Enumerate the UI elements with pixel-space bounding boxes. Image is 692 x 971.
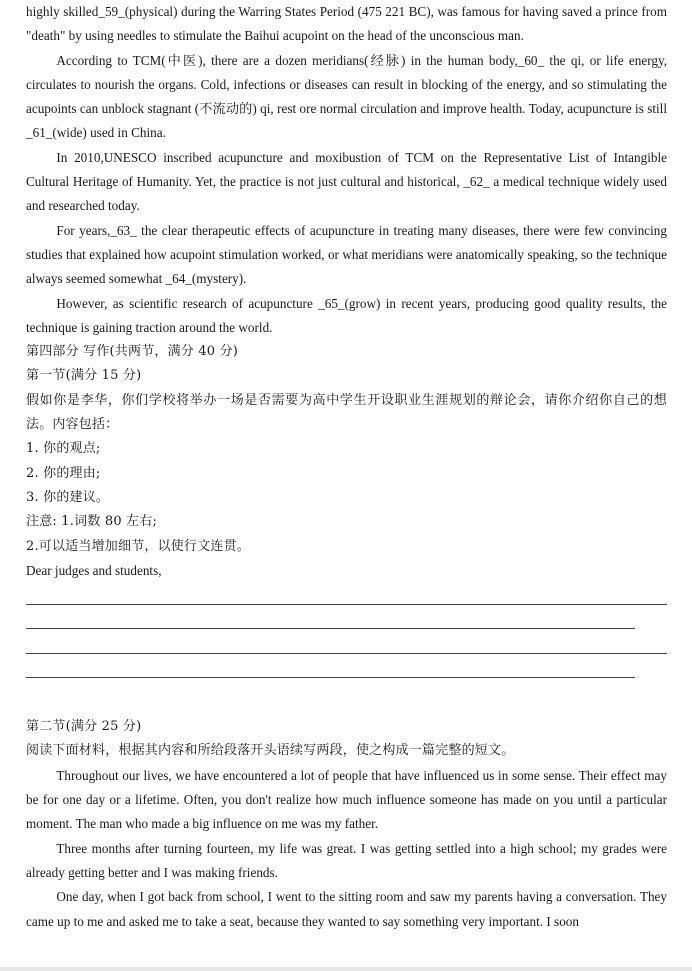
story-paragraph-3: One day, when I got back from school, I went to the sitting room and saw my parents having a conversation. They came up to me and asked me to take a seat, because they wanted to say something very important. I soon: [26, 889, 667, 929]
salutation: Dear judges and students,: [26, 562, 162, 578]
answer-line[interactable]: [26, 583, 667, 608]
answer-line[interactable]: [26, 608, 667, 633]
section2-title: 第二节(满分 25 分): [26, 719, 142, 735]
story-paragraph-2: Three months after turning fourteen, my life was great. I was getting settled into a high school; my grades were already getting better and I was making friends.: [26, 840, 667, 880]
section1-title: 第一节(满分 15 分): [26, 368, 142, 384]
note-details: 2.可以适当增加细节，以使行文连贯。: [26, 538, 251, 554]
passage-paragraph-5: However, as scientific research of acupuncture _65_(grow) in recent years, producing good quality results, the technique is gaining traction around the world.: [26, 295, 667, 335]
writing-prompt: 假如你是李华，你们学校将举办一场是否需要为高中学生开设职业生涯规划的辩论会，请你介绍你自己的想法。内容包括：: [26, 392, 667, 433]
page-bottom-edge: [0, 967, 692, 971]
content-point-1: 1. 你的观点;: [26, 441, 101, 457]
passage-paragraph-2: According to TCM(中医), there are a dozen meridians(经脉) in the human body,_60_ the qi, or life energy, circulates to nourish the organs. Cold, infections or diseases can result in blocking of the energy, and so stimulating the acupoints can unblock stagnant (不流动的) qi, rest ore normal circulation and improve health. Today, acupuncture is still _61_(wide) used in China.: [26, 52, 667, 141]
passage-paragraph-3: In 2010,UNESCO inscribed acupuncture and moxibustion of TCM on the Representative List of Intangible Cultural Heritage of Humanity. Yet, the practice is not just cultural and historical, _62_ a medical technique widely used and researched today.: [26, 149, 667, 214]
passage-paragraph-1: highly skilled_59_(physical) during the Warring States Period (475 221 BC), was famous for having saved a prince from "death" by using needles to stimulate the Baihui acupoint on the head of the unconscious man.: [26, 4, 667, 44]
note-word-count: 注意: 1.词数 80 左右;: [26, 514, 158, 530]
content-point-2: 2. 你的理由;: [26, 465, 101, 481]
continuation-section: [26, 715, 667, 934]
content-point-3: 3. 你的建议。: [26, 489, 110, 505]
answer-line[interactable]: [26, 657, 667, 682]
continuation-instruction: 阅读下面材料，根据其内容和所给段落开头语续写两段，使之构成一篇完整的短文。: [26, 743, 515, 759]
answer-line[interactable]: [26, 632, 667, 657]
exam-page: [26, 0, 667, 934]
writing-section: [26, 340, 667, 681]
story-paragraph-1: Throughout our lives, we have encountered a lot of people that have influenced us in some sense. Their effect may be for one day or a lifetime. Often, you don't realize how much influence someone has made on you until a particular moment. The man who made a big influence on me was my father.: [26, 767, 667, 832]
grammar-fill-passage: [26, 0, 667, 340]
answer-lines: [26, 583, 667, 681]
part-title: 第四部分 写作(共两节，满分 40 分): [26, 344, 239, 360]
passage-paragraph-4: For years,_63_ the clear therapeutic effects of acupuncture in treating many diseases, there were few convincing studies that explained how acupoint stimulation worked, or what meridians were anatomically speaking, so the technique always seemed somewhat _64_(mystery).: [26, 222, 667, 287]
